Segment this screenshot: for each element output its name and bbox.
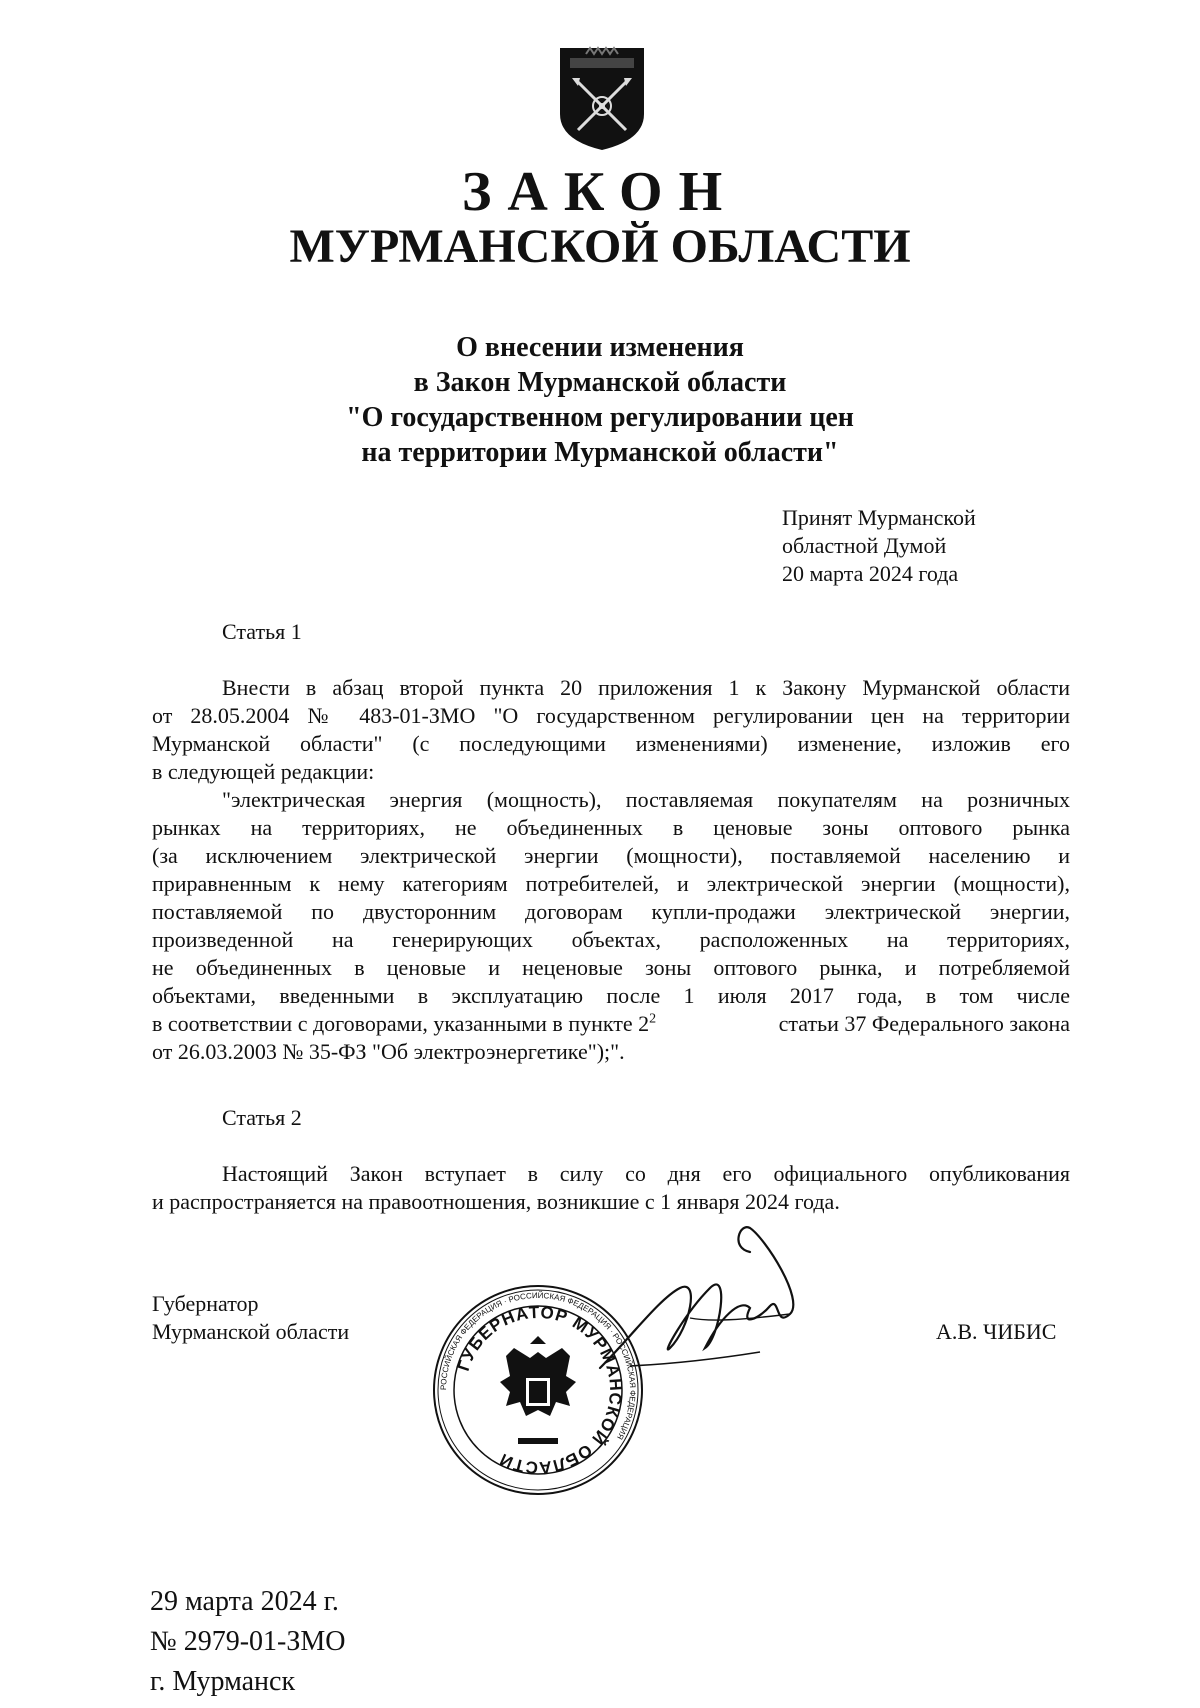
adoption-line: областной Думой — [782, 533, 947, 558]
signatory-name: А.В. ЧИБИС — [936, 1319, 1057, 1344]
eagle-icon — [500, 1336, 576, 1444]
signatory-position-line: Мурманской области — [152, 1319, 350, 1344]
murmansk-coat-of-arms-icon — [556, 44, 648, 152]
article-line: рынках на территориях, не объединенных в ценовые зоны оптового рынка — [152, 815, 1070, 840]
signatory-position — [152, 1290, 349, 1346]
article-line: и распространяется на правоотношения, возникшие с 1 января 2024 года. — [152, 1189, 840, 1214]
adoption-line: 20 марта 2024 года — [782, 561, 959, 586]
region-heading: МУРМАНСКОЙ ОБЛАСТИ — [289, 220, 911, 273]
article-line: Настоящий Закон вступает в силу со дня его официального опубликования — [222, 1161, 1070, 1186]
seal-ring-text: РОССИЙСКАЯ ФЕДЕРАЦИЯ · РОССИЙСКАЯ ФЕДЕРАЦИЯ · РОССИЙСКАЯ ФЕДЕРАЦИЯ — [438, 1290, 638, 1442]
law-registration — [150, 1582, 346, 1702]
article-line-part: статьи 37 Федерального закона — [778, 1011, 1070, 1036]
article-line-part: в соответствии с договорами, указанными в пункте 2 — [152, 1011, 650, 1036]
article-line: объектами, введенными в эксплуатацию после 1 июля 2017 года, в том числе — [152, 983, 1070, 1008]
article-1-heading: Статья 1 — [222, 619, 302, 644]
article-line: в следующей редакции: — [152, 759, 375, 784]
adoption-note — [782, 504, 976, 588]
article-2-text — [152, 1160, 1070, 1216]
article-line — [152, 1010, 1070, 1038]
law-heading: ЗАКОН — [461, 161, 739, 223]
law-date: 29 марта 2024 г. — [150, 1586, 339, 1617]
article-line: от 26.03.2003 № 35-ФЗ "Об электроэнергетике");". — [152, 1039, 625, 1064]
law-title — [0, 330, 1200, 470]
law-title-line: О внесении изменения — [456, 332, 744, 363]
law-city: г. Мурманск — [150, 1666, 296, 1697]
law-title-line: "О государственном регулировании цен — [346, 402, 854, 433]
handwritten-signature — [590, 1218, 840, 1388]
article-line: от 28.05.2004 № 483-01-ЗМО "О государственном регулировании цен на территории — [152, 703, 1070, 728]
law-title-line: на территории Мурманской области" — [361, 437, 839, 468]
article-line: поставляемой по двусторонним договорам купли-продажи электрической энергии, — [152, 899, 1070, 924]
signatory-position-line: Губернатор — [152, 1291, 259, 1316]
adoption-line: Принят Мурманской — [782, 505, 976, 530]
article-line: Внести в абзац второй пункта 20 приложения 1 к Закону Мурманской области — [222, 675, 1070, 700]
seal-main-text: ГУБЕРНАТОР МУРМАНСКОЙ ОБЛАСТИ — [453, 1302, 626, 1478]
article-line: Мурманской области" (с последующими изменениями) изменение, изложив его — [152, 731, 1070, 756]
article-line: не объединенных в ценовые и неценовые зоны оптового рынка, и потребляемой — [152, 955, 1070, 980]
article-2-heading: Статья 2 — [222, 1105, 302, 1130]
article-line: "электрическая энергия (мощность), поставляемая покупателям на розничных — [222, 787, 1070, 812]
law-title-line: в Закон Мурманской области — [413, 367, 787, 398]
article-line: произведенной на генерирующих объектах, расположенных на территориях, — [152, 927, 1070, 952]
article-line: (за исключением электрической энергии (мощности), поставляемой населению и — [152, 843, 1070, 868]
superscript: 2 — [649, 1011, 657, 1027]
article-1-text — [152, 674, 1070, 1066]
article-line: приравненным к нему категориям потребителей, и электрической энергии (мощности), — [152, 871, 1070, 896]
law-number: № 2979-01-ЗМО — [150, 1626, 346, 1657]
